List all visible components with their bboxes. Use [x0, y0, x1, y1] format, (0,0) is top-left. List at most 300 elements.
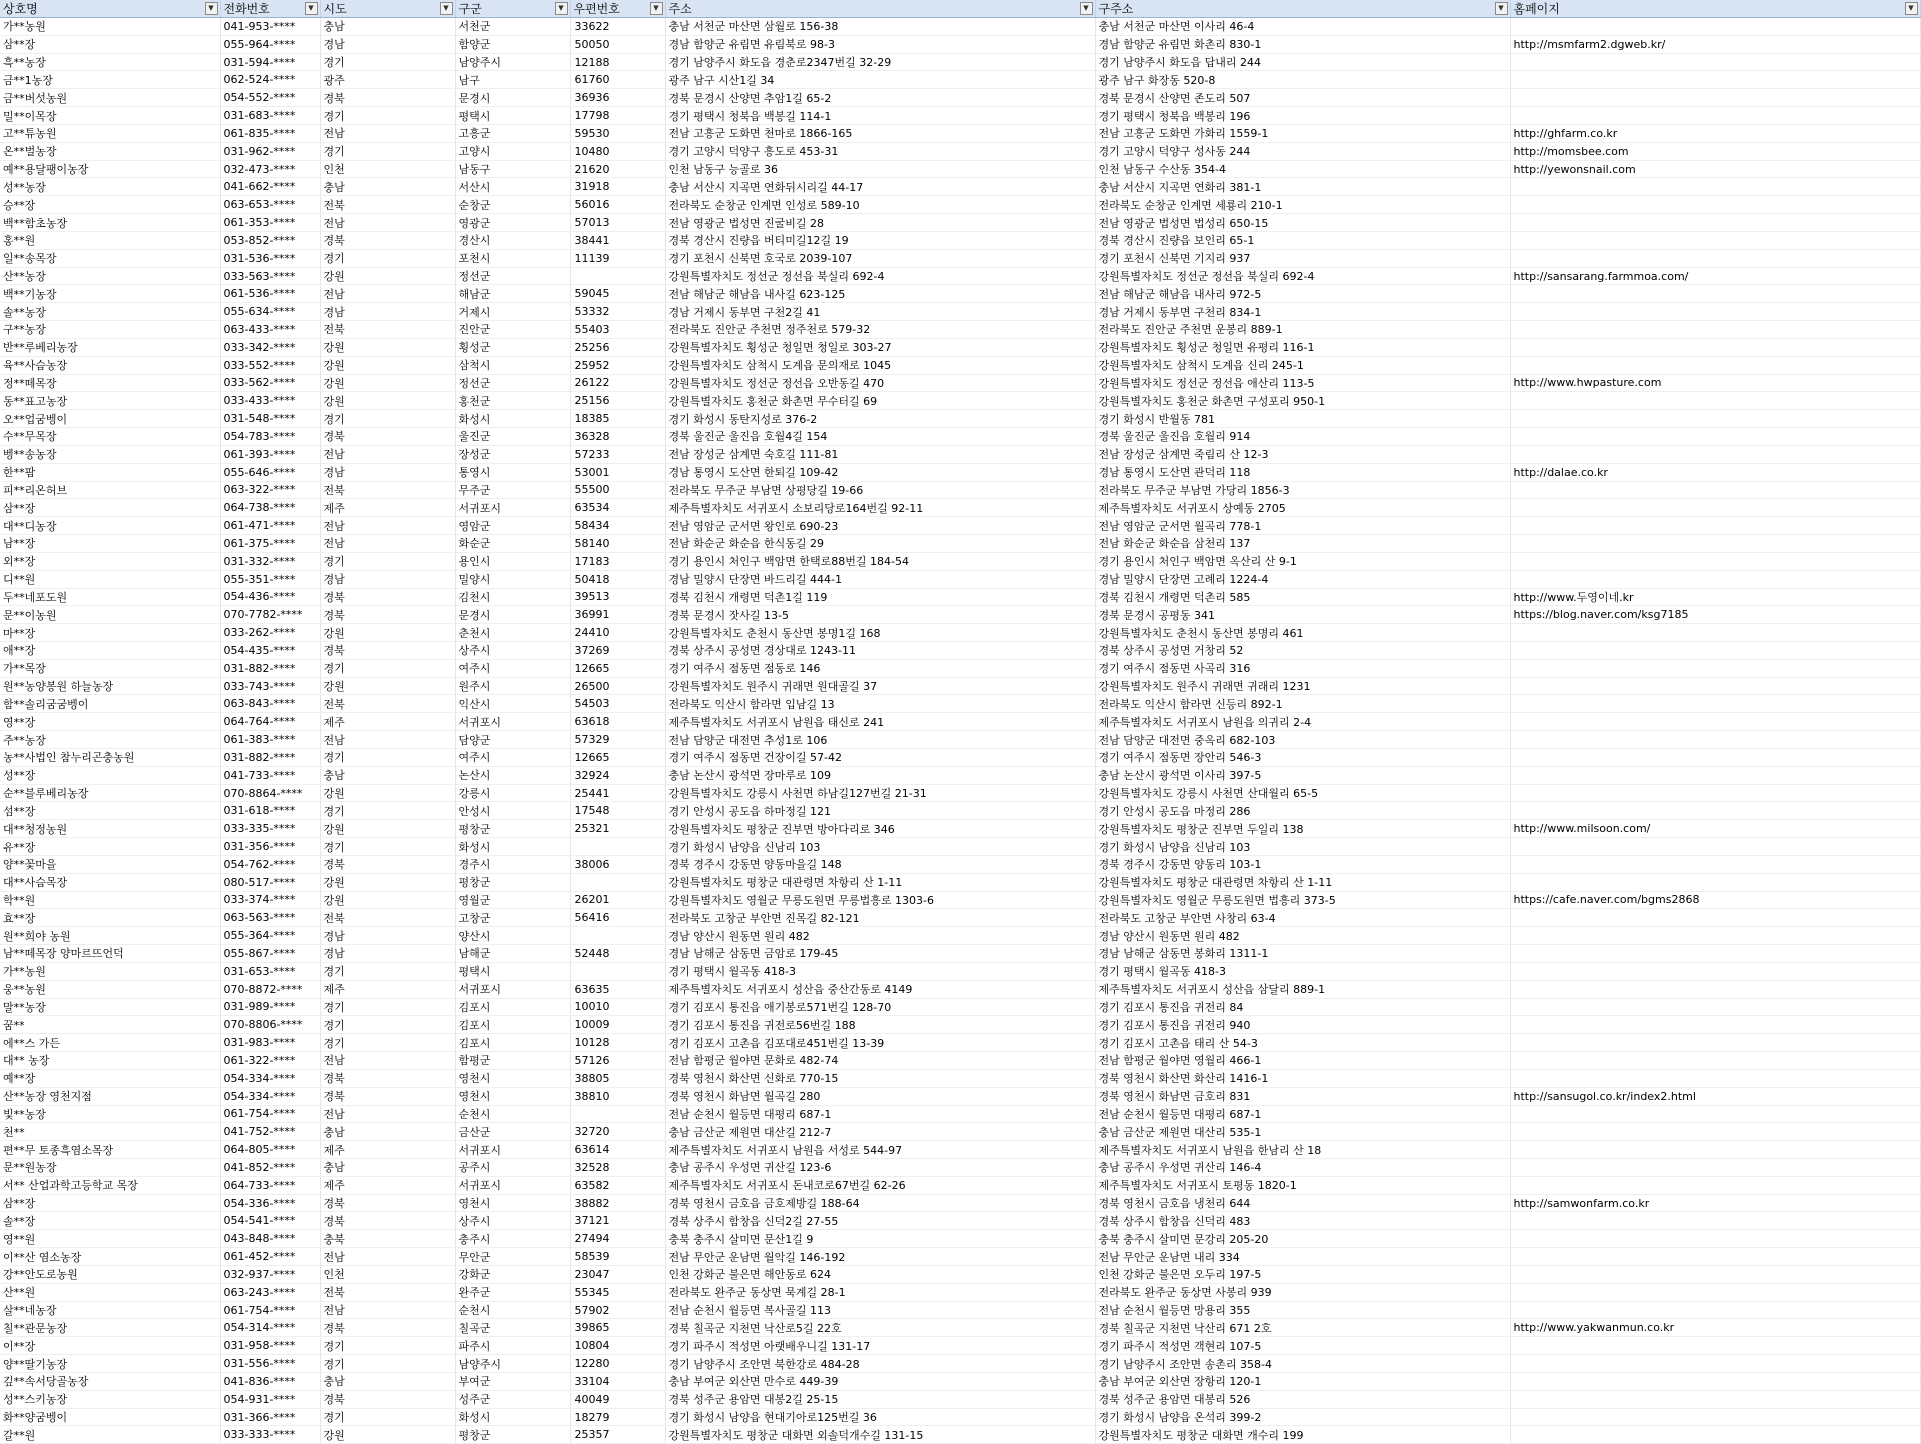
cell-name[interactable]: 솔**장 [0, 1212, 220, 1230]
cell-province[interactable]: 경북 [320, 89, 455, 107]
cell-old-address[interactable]: 경북 영천시 화산면 화산리 1416-1 [1095, 1069, 1510, 1087]
cell-old-address[interactable]: 전남 순천시 월등면 대평리 687-1 [1095, 1105, 1510, 1123]
cell-district[interactable]: 화성시 [455, 1408, 570, 1426]
cell-district[interactable]: 김포시 [455, 998, 570, 1016]
cell-zipcode[interactable]: 12665 [570, 748, 665, 766]
cell-name[interactable]: 벵**송농장 [0, 445, 220, 463]
cell-homepage[interactable] [1510, 945, 1920, 963]
cell-zipcode[interactable]: 33622 [570, 18, 665, 36]
cell-name[interactable]: 백**함초농장 [0, 214, 220, 232]
cell-phone[interactable]: 064-738-**** [220, 499, 320, 517]
cell-zipcode[interactable]: 32720 [570, 1123, 665, 1141]
cell-province[interactable]: 강원 [320, 677, 455, 695]
cell-old-address[interactable]: 경북 상주시 공성면 거창리 52 [1095, 641, 1510, 659]
cell-address[interactable]: 강원특별자치도 정선군 정선읍 북실리 692-4 [665, 267, 1095, 285]
cell-name[interactable]: 순**블루베리농장 [0, 784, 220, 802]
cell-old-address[interactable]: 전남 고흥군 도화면 가화리 1559-1 [1095, 124, 1510, 142]
cell-province[interactable]: 전북 [320, 481, 455, 499]
cell-province[interactable]: 전북 [320, 695, 455, 713]
cell-old-address[interactable]: 강원특별자치도 홍천군 화촌면 구성포리 950-1 [1095, 392, 1510, 410]
cell-name[interactable]: 화**양굼벵이 [0, 1408, 220, 1426]
cell-phone[interactable]: 063-563-**** [220, 909, 320, 927]
cell-district[interactable]: 서귀포시 [455, 499, 570, 517]
cell-phone[interactable]: 033-743-**** [220, 677, 320, 695]
cell-zipcode[interactable]: 54503 [570, 695, 665, 713]
cell-name[interactable]: 삼**장 [0, 1194, 220, 1212]
cell-province[interactable]: 강원 [320, 374, 455, 392]
cell-old-address[interactable]: 경기 고양시 덕양구 성사동 244 [1095, 142, 1510, 160]
cell-district[interactable]: 금산군 [455, 1123, 570, 1141]
cell-phone[interactable]: 070-8806-**** [220, 1016, 320, 1034]
cell-homepage[interactable] [1510, 838, 1920, 856]
cell-address[interactable]: 전남 순천시 월등면 복사골길 113 [665, 1301, 1095, 1319]
cell-name[interactable]: 성**농장 [0, 178, 220, 196]
cell-district[interactable]: 거제시 [455, 303, 570, 321]
cell-district[interactable]: 원주시 [455, 677, 570, 695]
cell-district[interactable]: 평택시 [455, 107, 570, 125]
cell-phone[interactable]: 061-322-**** [220, 1052, 320, 1070]
cell-homepage[interactable] [1510, 71, 1920, 89]
cell-province[interactable]: 강원 [320, 356, 455, 374]
cell-zipcode[interactable]: 52448 [570, 945, 665, 963]
cell-zipcode[interactable]: 37121 [570, 1212, 665, 1230]
cell-district[interactable]: 포천시 [455, 249, 570, 267]
cell-name[interactable]: 학**원 [0, 891, 220, 909]
cell-homepage[interactable]: http://samwonfarm.co.kr [1510, 1194, 1920, 1212]
cell-district[interactable]: 서귀포시 [455, 980, 570, 998]
cell-district[interactable]: 영천시 [455, 1069, 570, 1087]
cell-zipcode[interactable]: 63614 [570, 1141, 665, 1159]
cell-homepage[interactable] [1510, 677, 1920, 695]
cell-homepage[interactable] [1510, 535, 1920, 553]
cell-address[interactable]: 강원특별자치도 영월군 무릉도원면 무릉법흥로 1303-6 [665, 891, 1095, 909]
cell-old-address[interactable]: 강원특별자치도 평창군 대관령면 차항리 산 1-11 [1095, 873, 1510, 891]
cell-old-address[interactable]: 전남 순천시 월등면 망용리 355 [1095, 1301, 1510, 1319]
cell-address[interactable]: 경기 화성시 남양읍 현대기아로125번길 36 [665, 1408, 1095, 1426]
cell-district[interactable]: 해남군 [455, 285, 570, 303]
cell-homepage[interactable] [1510, 1408, 1920, 1426]
cell-zipcode[interactable]: 17183 [570, 552, 665, 570]
cell-old-address[interactable]: 경북 영천시 화남면 금호리 831 [1095, 1087, 1510, 1105]
cell-phone[interactable]: 031-683-**** [220, 107, 320, 125]
cell-old-address[interactable]: 인천 남동구 수산동 354-4 [1095, 160, 1510, 178]
cell-phone[interactable]: 031-332-**** [220, 552, 320, 570]
cell-name[interactable]: 가**목장 [0, 659, 220, 677]
cell-homepage[interactable] [1510, 445, 1920, 463]
cell-name[interactable]: 양**딸기농장 [0, 1355, 220, 1373]
cell-homepage[interactable] [1510, 481, 1920, 499]
cell-old-address[interactable]: 경기 여주시 점동면 장안리 546-3 [1095, 748, 1510, 766]
cell-zipcode[interactable]: 33104 [570, 1372, 665, 1390]
cell-homepage[interactable] [1510, 285, 1920, 303]
cell-phone[interactable]: 054-436-**** [220, 588, 320, 606]
cell-province[interactable]: 경북 [320, 606, 455, 624]
cell-name[interactable]: 두**네포도원 [0, 588, 220, 606]
cell-phone[interactable]: 031-882-**** [220, 659, 320, 677]
cell-old-address[interactable]: 경남 함양군 유림면 화촌리 830-1 [1095, 35, 1510, 53]
cell-zipcode[interactable]: 24410 [570, 624, 665, 642]
cell-phone[interactable]: 031-366-**** [220, 1408, 320, 1426]
cell-zipcode[interactable]: 27494 [570, 1230, 665, 1248]
cell-district[interactable]: 담양군 [455, 731, 570, 749]
cell-name[interactable]: 육**사슴농장 [0, 356, 220, 374]
cell-address[interactable]: 충남 공주시 우성면 귀산길 123-6 [665, 1159, 1095, 1177]
cell-name[interactable]: 에**스 가든 [0, 1034, 220, 1052]
cell-province[interactable]: 경기 [320, 659, 455, 677]
cell-zipcode[interactable] [570, 267, 665, 285]
cell-province[interactable]: 강원 [320, 392, 455, 410]
cell-name[interactable]: 반**루베리농장 [0, 338, 220, 356]
cell-phone[interactable]: 054-435-**** [220, 641, 320, 659]
cell-zipcode[interactable]: 26122 [570, 374, 665, 392]
cell-old-address[interactable]: 경남 양산시 원동면 원리 482 [1095, 927, 1510, 945]
cell-name[interactable]: 성**장 [0, 766, 220, 784]
cell-zipcode[interactable]: 38006 [570, 855, 665, 873]
cell-district[interactable]: 화순군 [455, 535, 570, 553]
cell-homepage[interactable] [1510, 766, 1920, 784]
cell-zipcode[interactable]: 53332 [570, 303, 665, 321]
cell-phone[interactable]: 031-618-**** [220, 802, 320, 820]
cell-province[interactable]: 제주 [320, 1141, 455, 1159]
cell-homepage[interactable]: http://www.milsoon.com/ [1510, 820, 1920, 838]
cell-district[interactable]: 평창군 [455, 1426, 570, 1444]
cell-district[interactable]: 익산시 [455, 695, 570, 713]
cell-zipcode[interactable]: 12665 [570, 659, 665, 677]
cell-zipcode[interactable] [570, 838, 665, 856]
cell-zipcode[interactable]: 25256 [570, 338, 665, 356]
cell-phone[interactable]: 053-852-**** [220, 231, 320, 249]
cell-old-address[interactable]: 경기 김포시 통진읍 귀전리 940 [1095, 1016, 1510, 1034]
cell-province[interactable]: 인천 [320, 160, 455, 178]
cell-district[interactable]: 평창군 [455, 873, 570, 891]
cell-homepage[interactable] [1510, 1212, 1920, 1230]
cell-address[interactable]: 경기 여주시 점동면 점동로 146 [665, 659, 1095, 677]
cell-name[interactable]: 예**장 [0, 1069, 220, 1087]
cell-homepage[interactable]: http://msmfarm2.dgweb.kr/ [1510, 35, 1920, 53]
cell-old-address[interactable]: 강원특별자치도 춘천시 동산면 봉명리 461 [1095, 624, 1510, 642]
cell-province[interactable]: 경남 [320, 945, 455, 963]
cell-name[interactable]: 일**송목장 [0, 249, 220, 267]
cell-name[interactable]: 대**청정농원 [0, 820, 220, 838]
cell-address[interactable]: 전남 화순군 화순읍 한식동길 29 [665, 535, 1095, 553]
cell-province[interactable]: 경기 [320, 1034, 455, 1052]
cell-name[interactable]: 가**농원 [0, 962, 220, 980]
cell-old-address[interactable]: 경북 성주군 용암면 대봉리 526 [1095, 1390, 1510, 1408]
cell-name[interactable]: 한**팜 [0, 463, 220, 481]
cell-province[interactable]: 전북 [320, 909, 455, 927]
cell-address[interactable]: 제주특별자치도 서귀포시 돈내코로67번길 62-26 [665, 1176, 1095, 1194]
cell-name[interactable]: 피**리온허브 [0, 481, 220, 499]
cell-zipcode[interactable]: 10010 [570, 998, 665, 1016]
cell-district[interactable]: 화성시 [455, 410, 570, 428]
cell-zipcode[interactable]: 39865 [570, 1319, 665, 1337]
cell-province[interactable]: 강원 [320, 338, 455, 356]
cell-address[interactable]: 경기 평택시 월곡동 418-3 [665, 962, 1095, 980]
cell-old-address[interactable]: 충남 서산시 지곡면 연화리 381-1 [1095, 178, 1510, 196]
cell-phone[interactable]: 033-563-**** [220, 267, 320, 285]
cell-address[interactable]: 충남 서천군 마산면 삼월로 156-38 [665, 18, 1095, 36]
cell-zipcode[interactable]: 38810 [570, 1087, 665, 1105]
cell-address[interactable]: 전남 고흥군 도화면 천마로 1866-165 [665, 124, 1095, 142]
cell-address[interactable]: 경북 경주시 강동면 양동마을길 148 [665, 855, 1095, 873]
cell-old-address[interactable]: 광주 남구 화장동 520-8 [1095, 71, 1510, 89]
cell-old-address[interactable]: 인천 강화군 불은면 오두리 197-5 [1095, 1265, 1510, 1283]
cell-homepage[interactable] [1510, 980, 1920, 998]
cell-phone[interactable]: 063-433-**** [220, 321, 320, 339]
cell-homepage[interactable] [1510, 641, 1920, 659]
cell-name[interactable]: 수**무목장 [0, 428, 220, 446]
cell-province[interactable]: 경북 [320, 588, 455, 606]
cell-province[interactable]: 경북 [320, 1087, 455, 1105]
cell-old-address[interactable]: 전라북도 완주군 동상면 사봉리 939 [1095, 1283, 1510, 1301]
cell-name[interactable]: 금**버섯농원 [0, 89, 220, 107]
cell-old-address[interactable]: 전남 해남군 해남읍 내사리 972-5 [1095, 285, 1510, 303]
cell-homepage[interactable]: http://sansarang.farmmoa.com/ [1510, 267, 1920, 285]
cell-province[interactable]: 강원 [320, 267, 455, 285]
cell-address[interactable]: 전라북도 순창군 인계면 인성로 589-10 [665, 196, 1095, 214]
cell-name[interactable]: 외**장 [0, 552, 220, 570]
cell-old-address[interactable]: 충북 충주시 살미면 문강리 205-20 [1095, 1230, 1510, 1248]
cell-address[interactable]: 경남 밀양시 단장면 바드리길 444-1 [665, 570, 1095, 588]
cell-zipcode[interactable]: 36328 [570, 428, 665, 446]
cell-phone[interactable]: 061-353-**** [220, 214, 320, 232]
cell-zipcode[interactable]: 55345 [570, 1283, 665, 1301]
cell-name[interactable]: 칠**관문농장 [0, 1319, 220, 1337]
cell-name[interactable]: 가**농원 [0, 18, 220, 36]
cell-phone[interactable]: 080-517-**** [220, 873, 320, 891]
cell-phone[interactable]: 061-383-**** [220, 731, 320, 749]
cell-address[interactable]: 경북 칠곡군 지천면 낙산로5길 22호 [665, 1319, 1095, 1337]
cell-address[interactable]: 충남 논산시 광석면 장마루로 109 [665, 766, 1095, 784]
cell-district[interactable]: 서귀포시 [455, 1141, 570, 1159]
cell-district[interactable]: 김포시 [455, 1034, 570, 1052]
cell-phone[interactable]: 055-364-**** [220, 927, 320, 945]
cell-district[interactable]: 정선군 [455, 374, 570, 392]
cell-province[interactable]: 경기 [320, 53, 455, 71]
cell-phone[interactable]: 041-953-**** [220, 18, 320, 36]
cell-name[interactable]: 고**튜농원 [0, 124, 220, 142]
cell-old-address[interactable]: 경남 통영시 도산면 관덕리 118 [1095, 463, 1510, 481]
cell-homepage[interactable] [1510, 392, 1920, 410]
cell-phone[interactable]: 041-836-**** [220, 1372, 320, 1390]
cell-zipcode[interactable]: 18279 [570, 1408, 665, 1426]
cell-district[interactable]: 김포시 [455, 1016, 570, 1034]
cell-address[interactable]: 경기 화성시 남양읍 신남리 103 [665, 838, 1095, 856]
cell-homepage[interactable] [1510, 1176, 1920, 1194]
cell-name[interactable]: 원**농양봉원 하늘농장 [0, 677, 220, 695]
cell-phone[interactable]: 061-754-**** [220, 1105, 320, 1123]
cell-old-address[interactable]: 경기 용인시 처인구 백암면 옥산리 산 9-1 [1095, 552, 1510, 570]
cell-old-address[interactable]: 경북 칠곡군 지천면 낙산리 671 2호 [1095, 1319, 1510, 1337]
cell-zipcode[interactable]: 23047 [570, 1265, 665, 1283]
cell-old-address[interactable]: 강원특별자치도 정선군 정선읍 애산리 113-5 [1095, 374, 1510, 392]
cell-phone[interactable]: 054-931-**** [220, 1390, 320, 1408]
cell-address[interactable]: 강원특별자치도 횡성군 청일면 청일로 303-27 [665, 338, 1095, 356]
cell-name[interactable]: 흑**농장 [0, 53, 220, 71]
cell-name[interactable]: 원**희야 농원 [0, 927, 220, 945]
cell-phone[interactable]: 064-733-**** [220, 1176, 320, 1194]
cell-province[interactable]: 전남 [320, 1105, 455, 1123]
cell-address[interactable]: 경남 남해군 삼동면 금암로 179-45 [665, 945, 1095, 963]
cell-zipcode[interactable]: 63534 [570, 499, 665, 517]
cell-name[interactable]: 강**안도로농원 [0, 1265, 220, 1283]
cell-old-address[interactable]: 충남 서천군 마산면 이사리 46-4 [1095, 18, 1510, 36]
cell-province[interactable]: 전남 [320, 214, 455, 232]
cell-district[interactable]: 경주시 [455, 855, 570, 873]
cell-homepage[interactable] [1510, 1426, 1920, 1444]
cell-district[interactable]: 문경시 [455, 606, 570, 624]
cell-old-address[interactable]: 경북 문경시 공평동 341 [1095, 606, 1510, 624]
cell-zipcode[interactable]: 40049 [570, 1390, 665, 1408]
cell-homepage[interactable]: http://www.hwpasture.com [1510, 374, 1920, 392]
cell-district[interactable]: 서귀포시 [455, 713, 570, 731]
cell-district[interactable]: 문경시 [455, 89, 570, 107]
cell-address[interactable]: 전라북도 진안군 주천면 정주천로 579-32 [665, 321, 1095, 339]
cell-province[interactable]: 경기 [320, 552, 455, 570]
cell-old-address[interactable]: 경기 평택시 청북읍 백봉리 196 [1095, 107, 1510, 125]
cell-homepage[interactable]: http://yewonsnail.com [1510, 160, 1920, 178]
cell-district[interactable]: 영천시 [455, 1194, 570, 1212]
cell-old-address[interactable]: 경기 화성시 반월동 781 [1095, 410, 1510, 428]
cell-province[interactable]: 인천 [320, 1265, 455, 1283]
cell-name[interactable]: 밀**이목장 [0, 107, 220, 125]
cell-phone[interactable]: 054-336-**** [220, 1194, 320, 1212]
cell-name[interactable]: 오**업굼벵이 [0, 410, 220, 428]
cell-district[interactable]: 완주군 [455, 1283, 570, 1301]
cell-phone[interactable]: 061-835-**** [220, 124, 320, 142]
cell-district[interactable]: 영천시 [455, 1087, 570, 1105]
cell-district[interactable]: 순천시 [455, 1301, 570, 1319]
cell-homepage[interactable] [1510, 1337, 1920, 1355]
cell-province[interactable]: 제주 [320, 499, 455, 517]
cell-old-address[interactable]: 강원특별자치도 원주시 귀래면 귀래리 1231 [1095, 677, 1510, 695]
cell-district[interactable]: 남해군 [455, 945, 570, 963]
cell-district[interactable]: 남양주시 [455, 53, 570, 71]
cell-zipcode[interactable]: 55403 [570, 321, 665, 339]
cell-address[interactable]: 경기 여주시 점동면 건장이길 57-42 [665, 748, 1095, 766]
cell-district[interactable]: 성주군 [455, 1390, 570, 1408]
cell-district[interactable]: 영월군 [455, 891, 570, 909]
cell-province[interactable]: 전남 [320, 285, 455, 303]
cell-address[interactable]: 경북 영천시 화남면 월곡길 280 [665, 1087, 1095, 1105]
filter-dropdown-icon[interactable]: ▼ [650, 2, 663, 15]
cell-province[interactable]: 전남 [320, 124, 455, 142]
cell-province[interactable]: 전남 [320, 535, 455, 553]
cell-phone[interactable]: 031-653-**** [220, 962, 320, 980]
cell-district[interactable]: 고양시 [455, 142, 570, 160]
cell-address[interactable]: 경북 영천시 금호읍 금호제방길 188-64 [665, 1194, 1095, 1212]
cell-zipcode[interactable]: 63635 [570, 980, 665, 998]
cell-old-address[interactable]: 경북 영천시 금호읍 냉천리 644 [1095, 1194, 1510, 1212]
cell-old-address[interactable]: 경북 상주시 함창읍 신덕리 483 [1095, 1212, 1510, 1230]
cell-homepage[interactable] [1510, 1034, 1920, 1052]
cell-address[interactable]: 전라북도 고창군 부안면 진목길 82-121 [665, 909, 1095, 927]
cell-homepage[interactable] [1510, 499, 1920, 517]
cell-district[interactable]: 고흥군 [455, 124, 570, 142]
cell-phone[interactable]: 031-356-**** [220, 838, 320, 856]
cell-district[interactable]: 부여군 [455, 1372, 570, 1390]
cell-old-address[interactable]: 경기 남양주시 화도읍 답내리 244 [1095, 53, 1510, 71]
cell-province[interactable]: 경기 [320, 748, 455, 766]
cell-homepage[interactable] [1510, 998, 1920, 1016]
cell-homepage[interactable] [1510, 855, 1920, 873]
cell-address[interactable]: 경남 거제시 동부면 구천2길 41 [665, 303, 1095, 321]
cell-province[interactable]: 경북 [320, 1212, 455, 1230]
cell-old-address[interactable]: 제주특별자치도 서귀포시 남원읍 한남리 산 18 [1095, 1141, 1510, 1159]
cell-province[interactable]: 전남 [320, 445, 455, 463]
cell-phone[interactable]: 063-243-**** [220, 1283, 320, 1301]
cell-address[interactable]: 전남 해남군 해남읍 내사길 623-125 [665, 285, 1095, 303]
cell-phone[interactable]: 054-783-**** [220, 428, 320, 446]
cell-old-address[interactable]: 충남 금산군 제원면 대산리 535-1 [1095, 1123, 1510, 1141]
cell-province[interactable]: 경기 [320, 838, 455, 856]
cell-address[interactable]: 경남 양산시 원동면 원리 482 [665, 927, 1095, 945]
cell-phone[interactable]: 033-552-**** [220, 356, 320, 374]
cell-address[interactable]: 경북 경산시 진량읍 버티미길12길 19 [665, 231, 1095, 249]
cell-district[interactable]: 화성시 [455, 838, 570, 856]
cell-zipcode[interactable]: 59530 [570, 124, 665, 142]
filter-dropdown-icon[interactable]: ▼ [440, 2, 453, 15]
cell-old-address[interactable]: 강원특별자치도 횡성군 청일면 유평리 116-1 [1095, 338, 1510, 356]
cell-homepage[interactable] [1510, 731, 1920, 749]
cell-name[interactable]: 유**장 [0, 838, 220, 856]
cell-address[interactable]: 전남 영암군 군서면 왕인로 690-23 [665, 517, 1095, 535]
cell-old-address[interactable]: 경남 밀양시 단장면 고례리 1224-4 [1095, 570, 1510, 588]
cell-zipcode[interactable]: 32924 [570, 766, 665, 784]
cell-province[interactable]: 제주 [320, 713, 455, 731]
cell-zipcode[interactable]: 58434 [570, 517, 665, 535]
cell-address[interactable]: 강원특별자치도 삼척시 도계읍 문의재로 1045 [665, 356, 1095, 374]
cell-address[interactable]: 충북 충주시 살미면 문산1길 9 [665, 1230, 1095, 1248]
cell-address[interactable]: 충남 부여군 외산면 만수로 449-39 [665, 1372, 1095, 1390]
cell-phone[interactable]: 070-8872-**** [220, 980, 320, 998]
cell-province[interactable]: 강원 [320, 820, 455, 838]
cell-zipcode[interactable]: 25441 [570, 784, 665, 802]
cell-province[interactable]: 강원 [320, 784, 455, 802]
cell-zipcode[interactable]: 12188 [570, 53, 665, 71]
cell-province[interactable]: 경북 [320, 1319, 455, 1337]
cell-district[interactable]: 파주시 [455, 1337, 570, 1355]
cell-homepage[interactable] [1510, 410, 1920, 428]
cell-address[interactable]: 경기 김포시 통진읍 애기봉로571번길 128-70 [665, 998, 1095, 1016]
cell-address[interactable]: 전남 함평군 월야면 문화로 482-74 [665, 1052, 1095, 1070]
cell-zipcode[interactable]: 61760 [570, 71, 665, 89]
cell-phone[interactable]: 033-433-**** [220, 392, 320, 410]
cell-phone[interactable]: 031-548-**** [220, 410, 320, 428]
cell-name[interactable]: 효**장 [0, 909, 220, 927]
cell-address[interactable]: 강원특별자치도 평창군 대관령면 차항리 산 1-11 [665, 873, 1095, 891]
cell-address[interactable]: 강원특별자치도 평창군 진부면 방아다리로 346 [665, 820, 1095, 838]
cell-province[interactable]: 경북 [320, 1069, 455, 1087]
cell-address[interactable]: 전남 무안군 운남면 월악길 146-192 [665, 1248, 1095, 1266]
cell-address[interactable]: 충남 서산시 지곡면 연화뒤시리길 44-17 [665, 178, 1095, 196]
cell-name[interactable]: 농**사법인 참누리곤충농원 [0, 748, 220, 766]
cell-province[interactable]: 경기 [320, 962, 455, 980]
cell-district[interactable]: 무안군 [455, 1248, 570, 1266]
cell-province[interactable]: 전남 [320, 1052, 455, 1070]
cell-address[interactable]: 전남 순천시 월등면 대평리 687-1 [665, 1105, 1095, 1123]
cell-homepage[interactable] [1510, 517, 1920, 535]
cell-phone[interactable]: 064-764-**** [220, 713, 320, 731]
cell-homepage[interactable] [1510, 624, 1920, 642]
cell-province[interactable]: 경북 [320, 855, 455, 873]
cell-address[interactable]: 경북 울진군 울진읍 호월4길 154 [665, 428, 1095, 446]
cell-old-address[interactable]: 제주특별자치도 서귀포시 상예동 2705 [1095, 499, 1510, 517]
cell-province[interactable]: 전북 [320, 321, 455, 339]
cell-province[interactable]: 경기 [320, 107, 455, 125]
cell-province[interactable]: 경기 [320, 1016, 455, 1034]
cell-zipcode[interactable] [570, 873, 665, 891]
